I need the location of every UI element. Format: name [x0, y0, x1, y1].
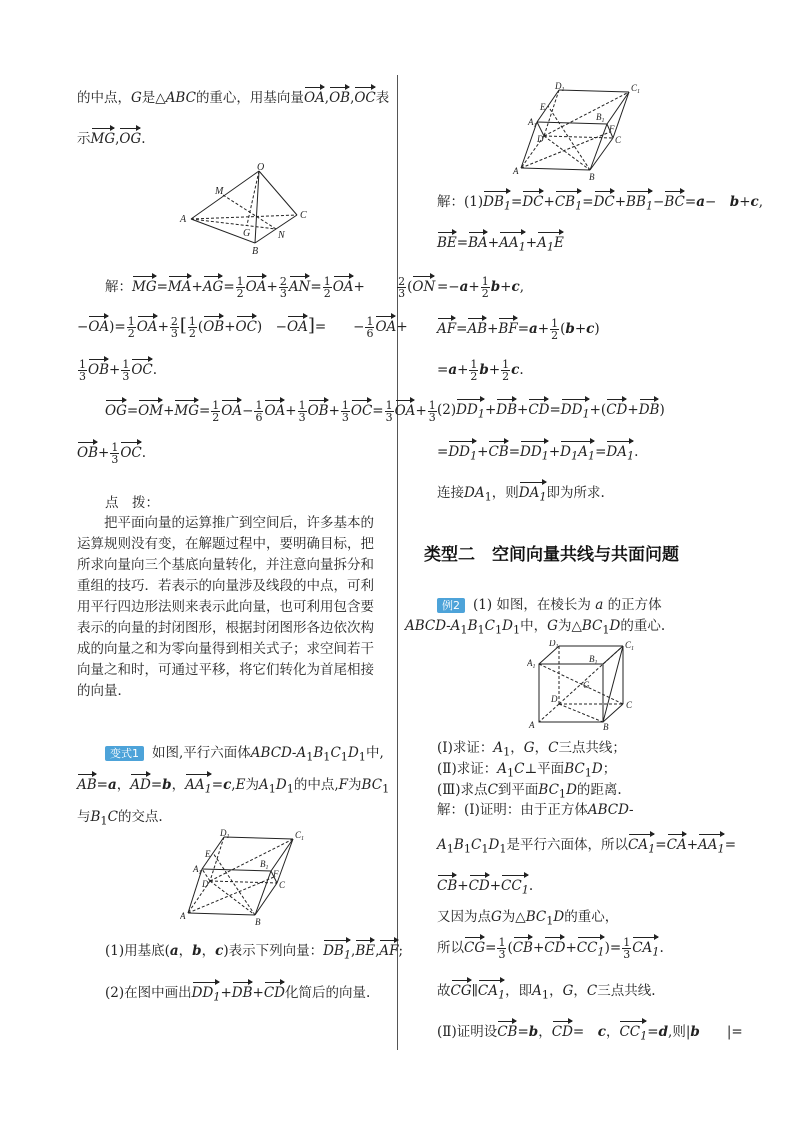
proof-line-3: $CB+CD+CC_1$.: [437, 877, 533, 900]
svg-text:E: E: [540, 102, 546, 112]
parallelepiped-figure-left: [180, 827, 310, 927]
label-C: C: [300, 210, 307, 221]
answer-line-6: $(2)DD_1+DB+CD=DD_1+(CD+DB)$: [437, 401, 665, 424]
cube-figure: [527, 640, 637, 730]
parallelepiped-figure-right: [511, 80, 646, 180]
answer-line-5: =a+ $\frac{1}{2}$ b+ $\frac{1}{2}$ c.: [437, 358, 524, 383]
label-G: G: [243, 228, 251, 239]
solution-line-1: 解：MG=MA+AG= $\frac{1}{2}$ OA+ $\frac{2}{3}$ AN= $\frac{1}{2}$ OA+ $\frac{2}{3}$ (ON: [105, 275, 436, 300]
svg-text:A: A: [529, 720, 535, 730]
variant-tag: 变式1: [105, 746, 144, 761]
variant-line-1: 变式1 如图,平行六面体ABCD-$A_1B_1C_1D_1$中,: [105, 744, 384, 767]
column-divider: [397, 75, 398, 1050]
solution-line-2: −OA)= $\frac{1}{2}$ OA+ $\frac{2}{3}$ [ $\frac{1}{2}$ (OB+OC) −OA]= − $\frac{1}{6}$ OA+: [77, 315, 408, 340]
tetrahedron-figure: [175, 163, 320, 258]
svg-text:A1: $A_1$: [193, 864, 202, 876]
proof-line-1: 解：(Ⅰ)证明：由于正方体ABCD-: [437, 802, 634, 818]
label-N: N: [278, 230, 285, 241]
svg-text:C: C: [279, 880, 286, 890]
section-heading: 类型二 空间向量共线与共面问题: [424, 545, 679, 565]
answer-line-3: =−a+ $\frac{1}{2}$ b+c,: [437, 275, 524, 300]
svg-text:B1: $B_1$: [260, 859, 269, 871]
proof-line-4: 又因为点G为$\triangle BC_1D$的重心，: [437, 909, 619, 928]
answer-line-2: $BE=BA+AA_1+A_1E$: [437, 234, 564, 257]
proof-line-2: $A_1B_1C_1D_1$是平行六面体，所以$CA_1=CA+AA_1=$: [437, 836, 736, 859]
svg-text:G: G: [583, 680, 590, 690]
svg-text:B: B: [589, 172, 595, 180]
solution-line-5: OB+ $\frac{1}{3}$ OC.: [77, 441, 147, 466]
svg-text:C1: $C_1$: [295, 830, 305, 842]
svg-text:D1: $D_1$: [220, 828, 230, 840]
svg-text:B: B: [603, 722, 609, 730]
solution-line-3: $\frac{1}{3}$ OB+ $\frac{1}{3}$ OC.: [79, 358, 158, 383]
label-M: M: [215, 186, 224, 197]
svg-text:A1: $A_1$: [528, 117, 537, 129]
svg-text:C1: $C_1$: [625, 640, 635, 652]
problem-part-3: (Ⅲ)求点C到平面$BC_1D$的距离.: [437, 782, 622, 801]
problem-part-2: (Ⅱ)求证：$A_1C\perp$平面$BC_1D$；: [437, 761, 617, 780]
svg-text:C: C: [615, 135, 622, 145]
svg-text:D: D: [202, 879, 209, 889]
answer-line-1: 解：$(1)DB_1=DC+CB_1=DC+BB_1-BC=a-$ b+c,: [437, 193, 763, 216]
svg-text:D: D: [551, 694, 558, 704]
tip-title: 点 拨：: [105, 495, 159, 511]
svg-text:B1: $B_1$: [589, 654, 598, 666]
svg-text:F: F: [273, 869, 279, 879]
svg-text:B1: $B_1$: [596, 112, 605, 124]
proof-line-6: 故$CG\parallel CA_1$，即$A_1$，G，C三点共线.: [437, 982, 656, 1005]
svg-text:E: E: [205, 849, 211, 859]
intro-line-1: 的中点，G是△ABC的重心，用基向量OA,OB,OC表: [77, 90, 390, 106]
svg-text:A1: $A_1$: [527, 658, 536, 670]
svg-text:A: A: [180, 911, 186, 921]
svg-text:D1: $D_1$: [555, 81, 565, 93]
problem-part-1: (Ⅰ)求证：$A_1$，G，C三点共线；: [437, 740, 626, 759]
answer-line-8: 连接$DA_1$，则$DA_1$即为所求.: [437, 484, 605, 507]
svg-text:A: A: [513, 166, 519, 176]
answer-line-7: $=DD_1+CB=DD_1+D_1A_1=DA_1$.: [437, 443, 638, 466]
answer-line-4: AF=AB+BF=a+ $\frac{1}{2}$ (b+c): [437, 317, 600, 342]
label-A: A: [180, 214, 187, 225]
label-O: O: [257, 163, 265, 173]
variant-line-3: 与$B_1C$的交点.: [77, 809, 163, 828]
example-line-1: 例2 (1) 如图，在棱长为 a 的正方体: [437, 596, 662, 614]
solution-line-4: OG=OM+MG= $\frac{1}{2}$ OA− $\frac{1}{6}$ OA+ $\frac{1}{3}$ OB+ $\frac{1}{3}$ OC= $\frac{1}{3}$ OA+ $\frac{1}{3}$: [105, 399, 436, 424]
svg-text:C1: $C_1$: [631, 83, 641, 95]
example-tag: 例2: [437, 598, 465, 613]
intro-line-2: 示MG,OG.: [77, 131, 146, 147]
variant-line-2: AB=a，AD=b，$AA_1=c,E$为$A_1D_1$的中点,F为$BC_1$: [77, 776, 389, 799]
proof-line-7: (Ⅱ)证明设CB=b，CD= c，$CC_1=d$,则|b |=: [437, 1023, 743, 1046]
question-1: (1)用基底(a，b，c)表示下列向量：$DB_1,BE,AF$;: [105, 942, 403, 965]
svg-text:B: B: [255, 917, 261, 927]
svg-text:D1: $D_1$: [549, 640, 559, 650]
svg-text:C: C: [626, 700, 633, 710]
question-2: (2)在图中画出$DD_1+DB+CD$化简后的向量.: [105, 984, 370, 1007]
proof-line-5: 所以CG= $\frac{1}{3}$ $(CB+CD+CC_1)=$ $\frac{1}{3}$ $CA_1$.: [437, 936, 664, 961]
svg-text:F: F: [609, 124, 615, 134]
tip-text: 把平面向量的运算推广到空间后，许多基本的运算规则没有变，在解题过程中，要明确目标，把所求向量向三个基底向量转化，并注意向量拆分和重组的技巧．若表示的向量涉及线段的中点，可利用平行四边形法则来表示此向量，也可利用包含要表示的向量的封闭图形，根据封闭图形各边依次构成的向量之和为零向量得到相关式子；求空间若干向量之和时，可通过平移，将它们转化为首尾相接的向量．: [77, 515, 374, 699]
svg-text:D: D: [537, 134, 544, 144]
label-B: B: [252, 246, 259, 257]
example-line-2: ABCD-$A_1B_1C_1D_1$中，G为$\triangle BC_1D$的重心.: [405, 618, 666, 637]
